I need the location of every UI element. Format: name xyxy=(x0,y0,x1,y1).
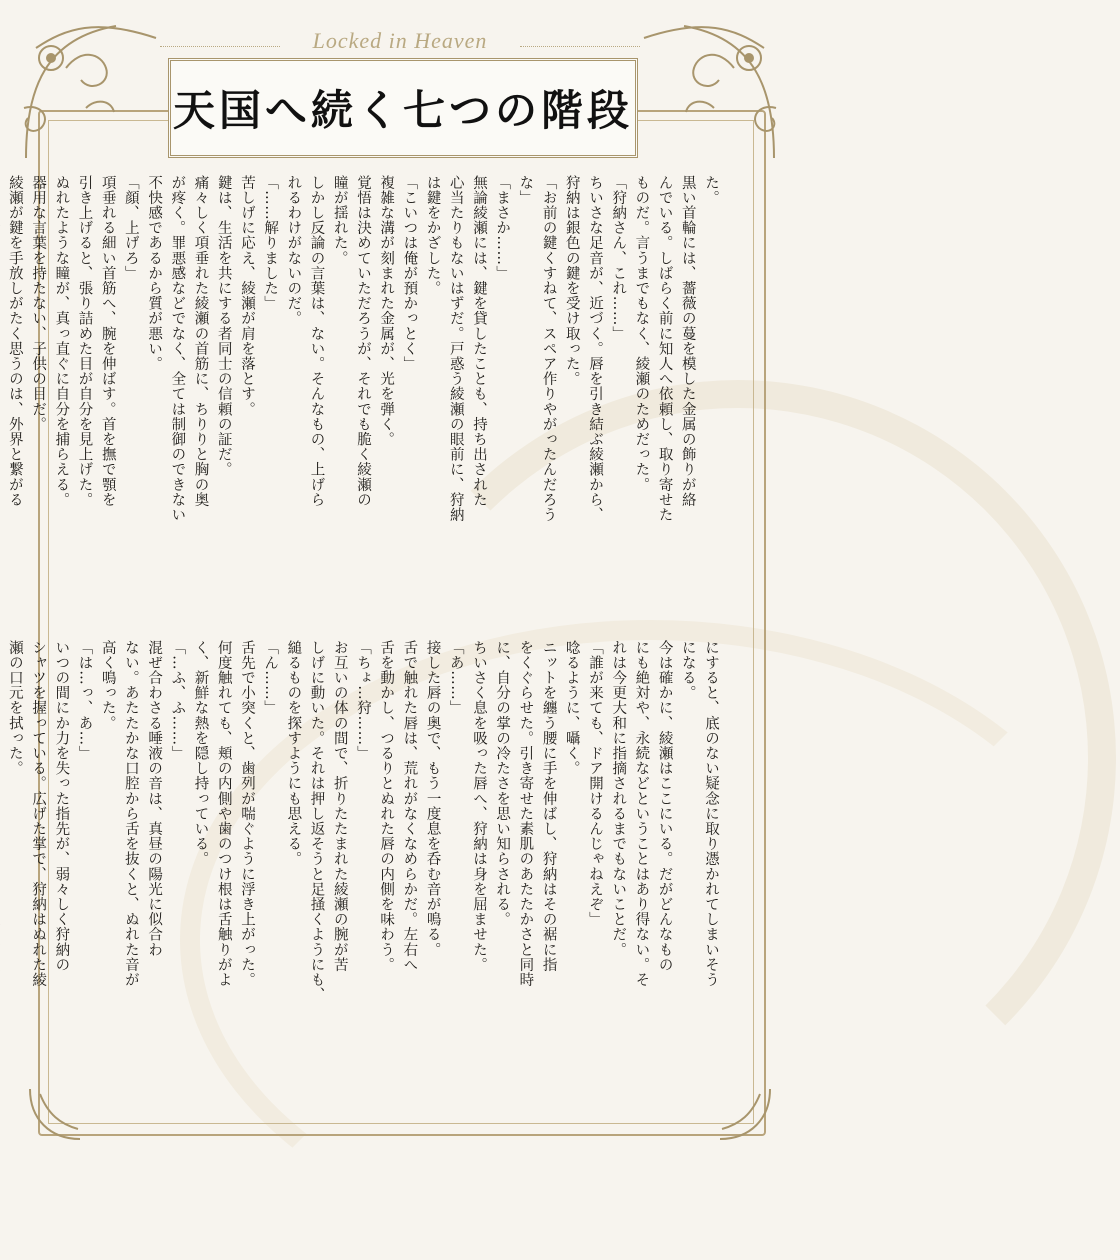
lower-right-text-line: 「誰が来ても、ドア開けるんじゃねえぞ」 xyxy=(586,640,603,927)
lower-right-text-line: 舌を動かし、つるりとぬれた唇の内側を味わう。 xyxy=(378,640,395,973)
upper-text-line: 「……解りました」 xyxy=(262,175,279,311)
upper-text-line: 「顔、上げろ」 xyxy=(122,175,139,281)
upper-text-line: 「お前の鍵くすねて、スペア作りやがったんだろう xyxy=(540,175,557,523)
lower-right-text-line: ちいさく息を吸った唇へ、狩納は身を屈ませた。 xyxy=(470,640,487,973)
lower-right-text-line: ニットを纏う腰に手を伸ばし、狩納はその裾に指 xyxy=(540,640,557,973)
upper-text-line xyxy=(0,175,3,595)
lower-right-text-line: に、自分の掌の冷たさを思い知らされる。 xyxy=(494,640,511,927)
upper-text-line: 「狩納さん、これ……」 xyxy=(610,175,627,342)
upper-text-line: 心当たりもないはずだ。戸惑う綾瀬の眼前に、狩納 xyxy=(447,175,464,523)
series-title: Locked in Heaven xyxy=(312,28,488,53)
upper-text-line: 瞳が揺れた。 xyxy=(331,175,348,266)
lower-right-text-line: 「ん……」 xyxy=(262,640,279,716)
lower-right-text-line: 今は確かに、綾瀬はここにいる。だがどんなもの xyxy=(656,640,673,973)
lower-right-text-line: になる。 xyxy=(679,640,696,701)
upper-text-line: 覚悟は決めていただろうが、それでも脆く綾瀬の xyxy=(354,175,371,508)
lower-right-text-line: く、新鮮な熱を隠し持っている。 xyxy=(192,640,209,867)
upper-text-line: な」 xyxy=(517,175,534,206)
lower-right-text-line: お互いの体の間で、折りたたまれた綾瀬の腕が苦 xyxy=(331,640,348,973)
upper-text-line: 「まさか……」 xyxy=(494,175,511,281)
upper-text-line: 引き上げると、張り詰めた目が自分を見上げた。 xyxy=(76,175,93,508)
lower-right-text-line: 瀬の口元を拭った。 xyxy=(6,640,23,776)
chapter-title: 天国へ続く七つの階段 xyxy=(172,86,633,135)
upper-text-line: 綾瀬が鍵を手放しがたく思うのは、外界と繋がる xyxy=(6,175,23,508)
upper-text-line: が疼く。罪悪感などでなく、全ては制御のできない xyxy=(169,175,186,523)
upper-text-line: 無論綾瀬には、鍵を貸したことも、持ち出された xyxy=(470,175,487,508)
lower-right-text-block xyxy=(6,640,722,1110)
lower-right-text-line: をくぐらせた。引き寄せた素肌のあたたかさと同時 xyxy=(517,640,534,988)
lower-right-text-line: いつの間にか力を失った指先が、弱々しく狩納の xyxy=(53,640,70,973)
lower-right-text-line: 接した唇の奥で、もう一度息を呑む音が鳴る。 xyxy=(424,640,441,958)
lower-right-text-line: ない。あたたかな口腔から舌を抜くと、ぬれた音が xyxy=(122,640,139,988)
upper-text-line: しかし反論の言葉は、ない。そんなもの、上げら xyxy=(308,175,325,508)
upper-text-line: 苦しげに応え、綾瀬が肩を落とす。 xyxy=(238,175,255,417)
lower-right-text-line: れは今更大和に指摘されるまでもないことだ。 xyxy=(610,640,627,958)
flourish-top-left-icon xyxy=(6,8,166,178)
lower-right-text-line: 高く鳴った。 xyxy=(99,640,116,731)
lower-right-text-line: シャツを握っている。広げた掌で、狩納はぬれた綾 xyxy=(30,640,47,988)
title-rule-left xyxy=(160,46,280,47)
lower-right-text-line: 舌先で小突くと、歯列が喘ぐように浮き上がった。 xyxy=(238,640,255,988)
flourish-top-right-icon xyxy=(634,8,794,178)
lower-right-text-line: 何度触れても、頬の内側や歯のつけ根は舌触りがよ xyxy=(215,640,232,988)
upper-text-block xyxy=(0,175,722,595)
lower-right-text-line: 「…ふ、ふ……」 xyxy=(169,640,186,761)
upper-text-line: 鍵は、生活を共にする者同士の信頼の証だ。 xyxy=(215,175,232,477)
lower-right-text-line: 「あ……」 xyxy=(447,640,464,716)
lower-right-text-line: にも絶対や、永続などということはあり得ない。そ xyxy=(633,640,650,988)
lower-right-text-line: 「ちょ…狩……」 xyxy=(354,640,371,761)
lower-right-text-line: 混ぜ合わさる唾液の音は、真昼の陽光に似合わ xyxy=(146,640,163,958)
lower-right-text-line: 唸るように、囁く。 xyxy=(563,640,580,776)
upper-text-line: ちいさな足音が、近づく。唇を引き結ぶ綾瀬から、 xyxy=(586,175,603,523)
upper-text-line: れるわけがないのだ。 xyxy=(285,175,302,326)
lower-right-text-line: 縋るものを探すようにも思える。 xyxy=(285,640,302,867)
lower-right-text-line xyxy=(0,640,3,1110)
upper-text-line: た。 xyxy=(703,175,719,206)
upper-text-line: ぬれたような瞳が、真っ直ぐに自分を捕らえる。 xyxy=(53,175,70,508)
upper-text-line: んでいる。しばらく前に知人へ依頼し、取り寄せた xyxy=(656,175,673,523)
title-rule-right xyxy=(520,46,640,47)
upper-text-line: 「こいつは俺が預かっとく」 xyxy=(401,175,418,372)
upper-text-line: は鍵をかざした。 xyxy=(424,175,441,296)
upper-text-line: 器用な言葉を持たない、子供の目だ。 xyxy=(30,175,47,432)
lower-right-text-line: しげに動いた。それは押し返そうと足掻くようにも、 xyxy=(308,640,325,1003)
upper-text-line: 痛々しく項垂れた綾瀬の首筋に、ちりりと胸の奥 xyxy=(192,175,209,508)
upper-text-line: ものだ。言うまでもなく、綾瀬のためだった。 xyxy=(633,175,650,493)
lower-right-text-line: 「は…っ、あ…」 xyxy=(76,640,93,761)
chapter-title-box xyxy=(168,58,638,158)
upper-text-line: 狩納は銀色の鍵を受け取った。 xyxy=(563,175,580,387)
lower-right-text-line: にすると、底のない疑念に取り憑かれてしまいそう xyxy=(703,640,719,988)
upper-text-line: 不快感であるから質が悪い。 xyxy=(146,175,163,372)
lower-right-text-line: 舌で触れた唇は、荒れがなくなめらかだ。左右へ xyxy=(401,640,418,973)
upper-text-line: 複雑な溝が刻まれた金属が、光を弾く。 xyxy=(378,175,395,447)
upper-text-line: 項垂れる細い首筋へ、腕を伸ばす。首を撫で顎を xyxy=(99,175,116,508)
upper-text-line: 黒い首輪には、薔薇の蔓を模した金属の飾りが絡 xyxy=(679,175,696,508)
